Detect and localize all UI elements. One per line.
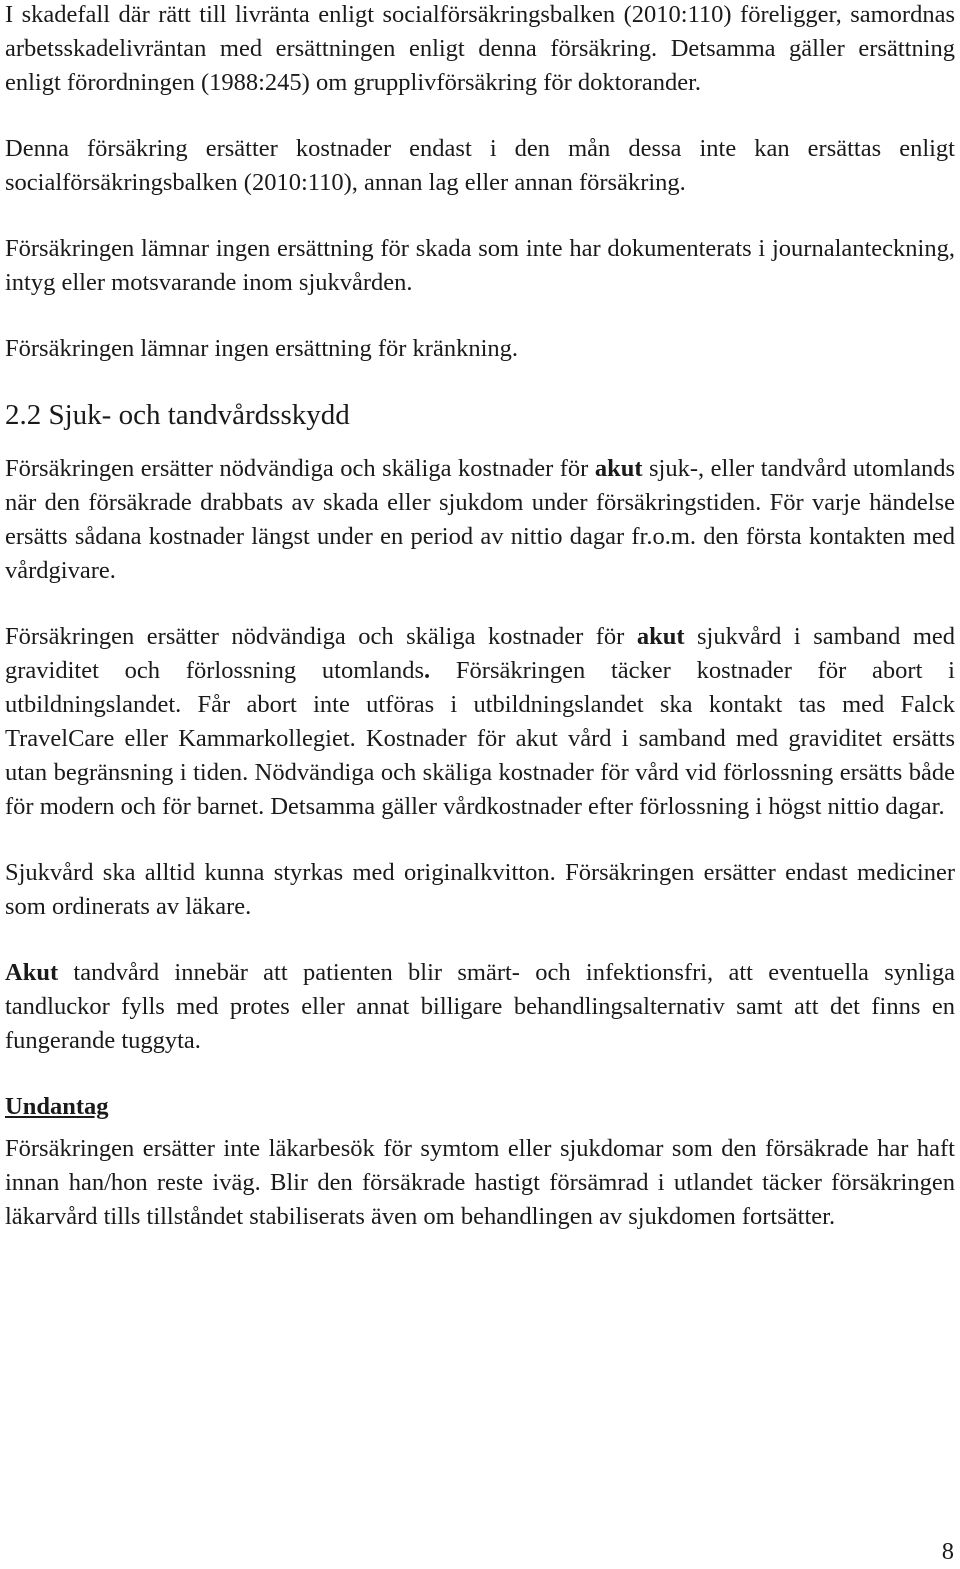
paragraph-text: tandvård innebär att patienten blir smärt- och infektionsfri, att eventuella synliga tandluckor fylls med protes eller annat billigare behandlingsalternativ samt att det finns en fungerande tuggyta.	[5, 959, 955, 1054]
paragraph-text: Försäkringen ersätter nödvändiga och skäliga kostnader för	[5, 623, 637, 650]
bold-term: akut	[594, 455, 643, 482]
paragraph-kostnader-endast: Denna försäkring ersätter kostnader endast i den mån dessa inte kan ersättas enligt socialförsäkringsbalken (2010:110), annan lag eller annan försäkring.	[5, 135, 955, 196]
section-heading: 2.2 Sjuk- och tandvårdsskydd	[5, 399, 350, 431]
paragraph-originalkvitton: Sjukvård ska alltid kunna styrkas med originalkvitton. Försäkringen ersätter endast mediciner som ordinerats av läkare.	[5, 859, 955, 920]
paragraph-livranta: I skadefall där rätt till livränta enligt socialförsäkringsbalken (2010:110) föreligger, samordnas arbetsskadelivräntan med ersättningen enligt denna försäkring. Detsamma gäller ersättning enligt förordningen (1988:245) om grupplivförsäkring för doktorander.	[5, 1, 955, 96]
document-page	[5, 0, 955, 1234]
paragraph-text: sjuk-, eller tandvård utomlands när den försäkrade drabbats av skada eller sjukdom under försäkringstiden. För varje händelse ersätts sådana kostnader längst under en period av nittio dagar fr.o.m. den första kontakten med vårdgivare.	[5, 455, 955, 584]
page-number: 8	[941, 1538, 954, 1565]
bold-period: .	[423, 657, 431, 684]
bold-term: akut	[636, 623, 685, 650]
paragraph-text: Försäkringen ersätter nödvändiga och skäliga kostnader för	[5, 455, 595, 482]
subheading-undantag: Undantag	[5, 1093, 109, 1120]
paragraph-undantag: Försäkringen ersätter inte läkarbesök för symtom eller sjukdomar som den försäkrade har haft innan han/hon reste iväg. Blir den försäkrade hastigt försämrad i utlandet täcker försäkringen läkarvård tills tillståndet stabiliserats även om behandlingen av sjukdomen fortsätter.	[5, 1135, 955, 1230]
paragraph-akut-sjukvard	[5, 452, 955, 588]
paragraph-text: sjukvård i samband med graviditet och förlossning utomlands	[5, 623, 956, 684]
paragraph-dokumentation: Försäkringen lämnar ingen ersättning för skada som inte har dokumenterats i journalanteckning, intyg eller motsvarande inom sjukvården.	[5, 235, 955, 296]
paragraph-akut-tandvard	[5, 956, 955, 1058]
paragraph-krankning: Försäkringen lämnar ingen ersättning för kränkning.	[5, 335, 519, 362]
paragraph-graviditet	[5, 620, 955, 824]
paragraph-text: Försäkringen täcker kostnader för abort i utbildningslandet. Får abort inte utföras i utbildningslandet ska kontakt tas med Falck TravelCare eller Kammarkollegiet. Kostnader för akut vård i samband med graviditet ersätts utan begränsning i tiden. Nödvändiga och skäliga kostnader för vård vid förlossning ersätts både för modern och för barnet. Detsamma gäller vårdkostnader efter förlossning i högst nittio dagar.	[5, 657, 955, 820]
bold-term: Akut	[5, 959, 59, 986]
